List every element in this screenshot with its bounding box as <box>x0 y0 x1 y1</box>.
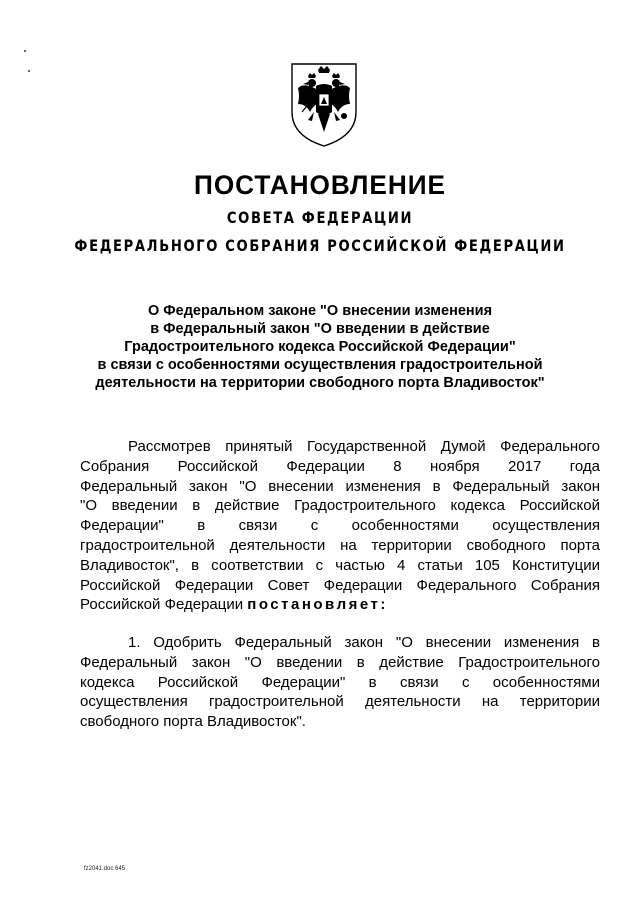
subject-line: в связи с особенностями осуществления градостроительной <box>97 357 543 373</box>
scan-artifact-dot <box>24 50 26 52</box>
paragraph-line: осуществления градостроительной деятельности на территории <box>80 693 600 711</box>
paragraph-preamble <box>80 437 600 615</box>
paragraph-line: 1. Одобрить Федеральный закон "О внесении изменения в <box>128 634 600 651</box>
subject-line: О Федеральном законе "О внесении изменения <box>147 303 493 319</box>
subject-line: в Федеральный закон "О введении в действие <box>150 321 490 337</box>
paragraph-line: Собрания Российской Федерации 8 ноября 2017 года <box>80 457 600 475</box>
document-subtitle-assembly: ФЕДЕРАЛЬНОГО СОБРАНИЯ РОССИЙСКОЙ ФЕДЕРАЦИИ <box>74 236 566 255</box>
paragraph-line <box>80 595 600 615</box>
subject-line: деятельности на территории свободного порта Владивосток" <box>95 375 545 391</box>
paragraph-line: кодекса Российской Федерации" в связи с особенностями <box>80 673 600 691</box>
document-subtitle-council: СОВЕТА ФЕДЕРАЦИИ <box>226 208 414 227</box>
paragraph-line: Рассмотрев принятый Государственной Думой Федерального <box>128 438 600 455</box>
scan-artifact-dot <box>28 70 30 72</box>
paragraph-line: Федеральный закон "О введении в действие Градостроительного <box>80 653 600 671</box>
file-code-footer: fz2041.doc 645 <box>84 866 126 872</box>
paragraph-line: Российской Федерации Совет Федерации Федерального Собрания <box>80 576 600 594</box>
subject-line: Градостроительного кодекса Российской Федерации" <box>124 339 516 355</box>
paragraph-line: "О введении в действие Градостроительного кодекса Российской <box>80 497 600 515</box>
paragraph-line: свободного порта Владивосток". <box>80 713 306 731</box>
paragraph-line: Федеральный закон "О внесении изменения в Федеральный закон <box>80 477 600 495</box>
paragraph-line: градостроительной деятельности на территории свободного порта <box>80 536 600 554</box>
document-subject <box>60 302 580 392</box>
paragraph-line-prefix: Российской Федерации <box>80 596 248 614</box>
document-title: ПОСТАНОВЛЕНИЕ <box>194 170 446 200</box>
resolves-keyword: постановляет: <box>247 596 388 614</box>
paragraph-line: Федерации" в связи с особенностями осуществления <box>80 517 600 535</box>
double-headed-eagle-emblem-icon <box>288 60 360 148</box>
paragraph-line: Владивосток", в соответствии с частью 4 статьи 105 Конституции <box>80 556 600 574</box>
paragraph-resolution-item-1 <box>80 633 600 732</box>
